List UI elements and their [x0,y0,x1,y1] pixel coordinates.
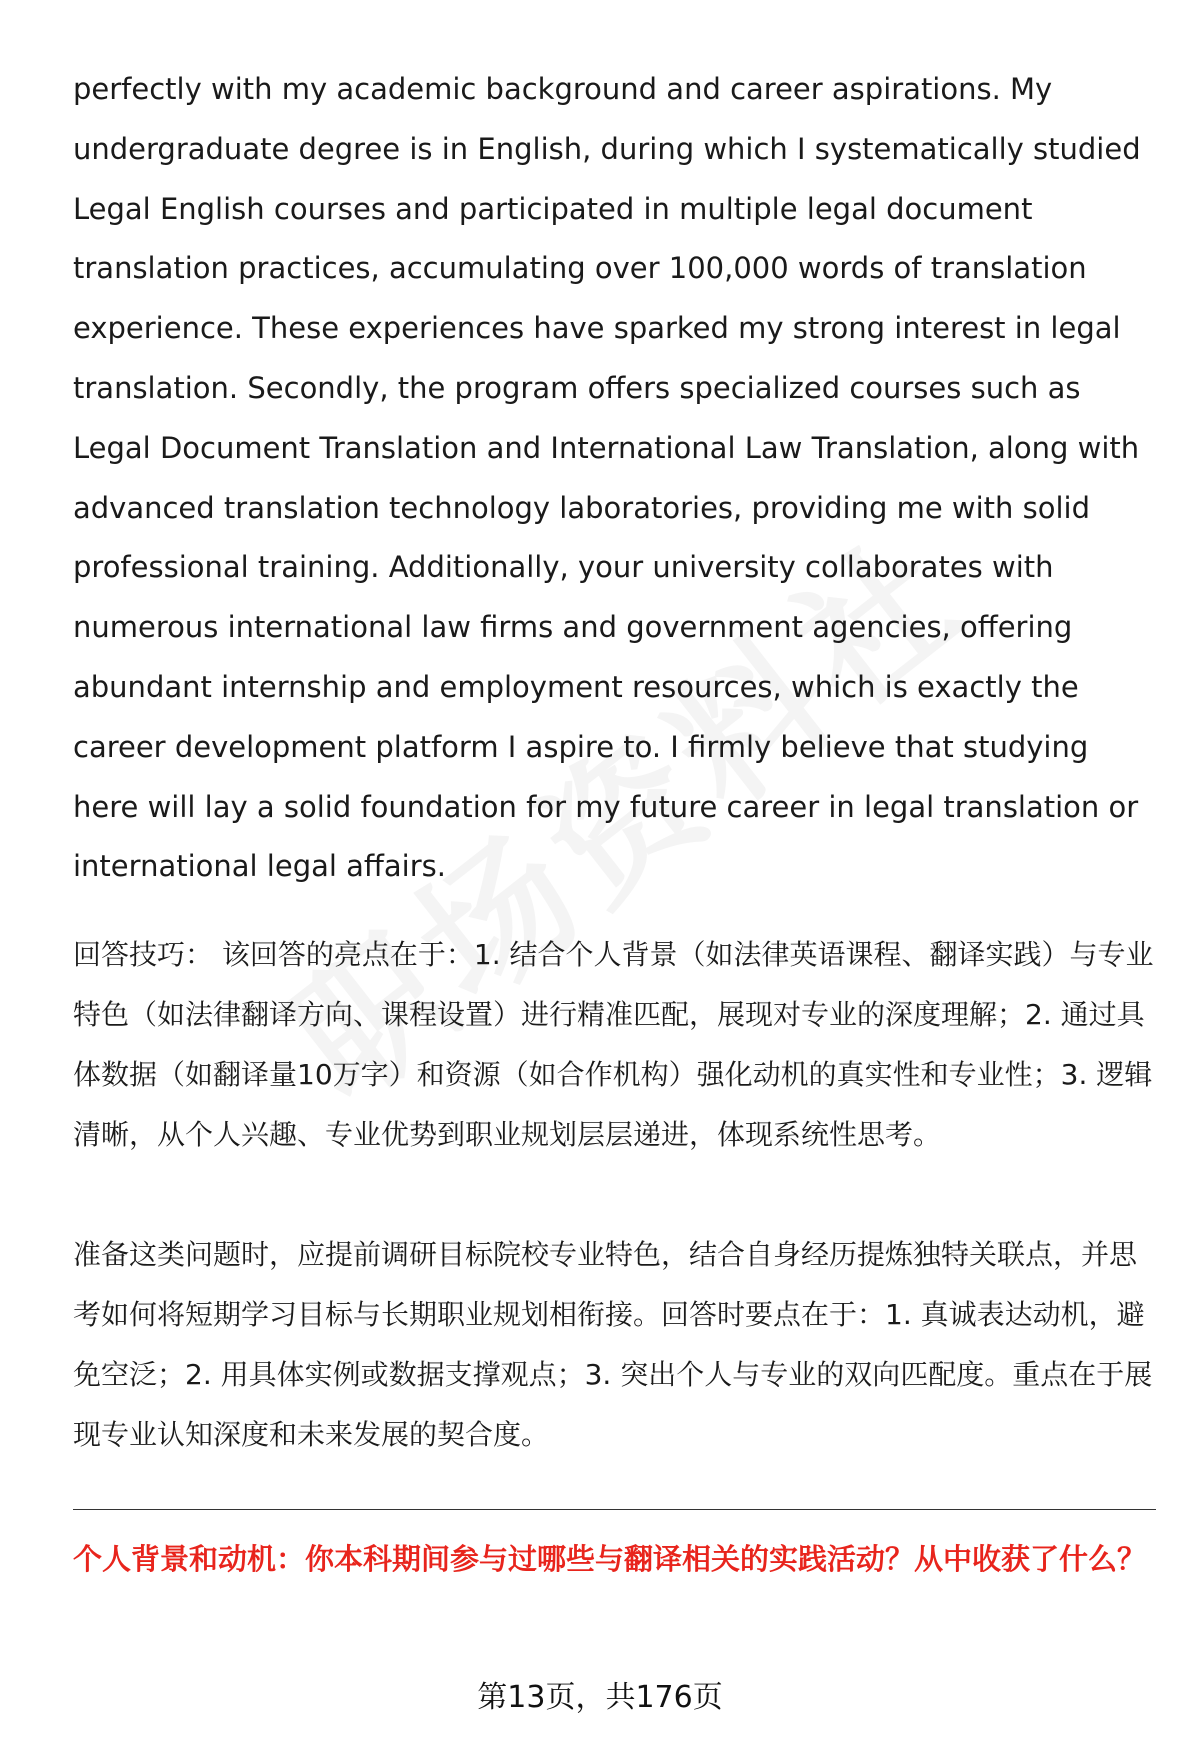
answer-english-paragraph: perfectly with my academic background and career aspirations. My undergraduate degree is in English, during which I systematically studied Legal English courses and participated in multiple legal document translation practices, accumulating over 100,000 words of translation experience. These experiences have sparked my strong interest in legal translation. Secondly, the program offers specialized courses such as Legal Document Translation and International Law Translation, along with advanced translation technology laboratories, providing me with solid professional training. Additionally, your university collaborates with numerous international law firms and government agencies, offering abundant internship and employment resources, which is exactly the career development platform I aspire to. I firmly believe that studying here will lay a solid foundation for my future career in legal translation or international legal affairs. [73,72,1141,884]
answer-tips-paragraph: 回答技巧： 该回答的亮点在于：1. 结合个人背景（如法律英语课程、翻译实践）与专业特色（如法律翻译方向、课程设置）进行精准匹配，展现对专业的深度理解；2. 通过具体数据（如翻译量10万字）和资源（如合作机构）强化动机的真实性和专业性；3. 逻辑清晰，从个人兴趣、专业优势到职业规划层层递进，体现系统性思考。 [73,938,1154,1151]
page-number-footer: 第13页，共176页 [477,1680,723,1715]
preparation-advice-paragraph: 准备这类问题时，应提前调研目标院校专业特色，结合自身经历提炼独特关联点，并思考如何将短期学习目标与长期职业规划相衔接。回答时要点在于：1. 真诚表达动机，避免空泛；2. 用具体实例或数据支撑观点；3. 突出个人与专业的双向匹配度。重点在于展现专业认知深度和未来发展的契合度。 [73,1238,1153,1451]
next-question-heading: 个人背景和动机：你本科期间参与过哪些与翻译相关的实践活动？从中收获了什么？ [73,1542,1147,1576]
section-divider [73,1509,1156,1510]
